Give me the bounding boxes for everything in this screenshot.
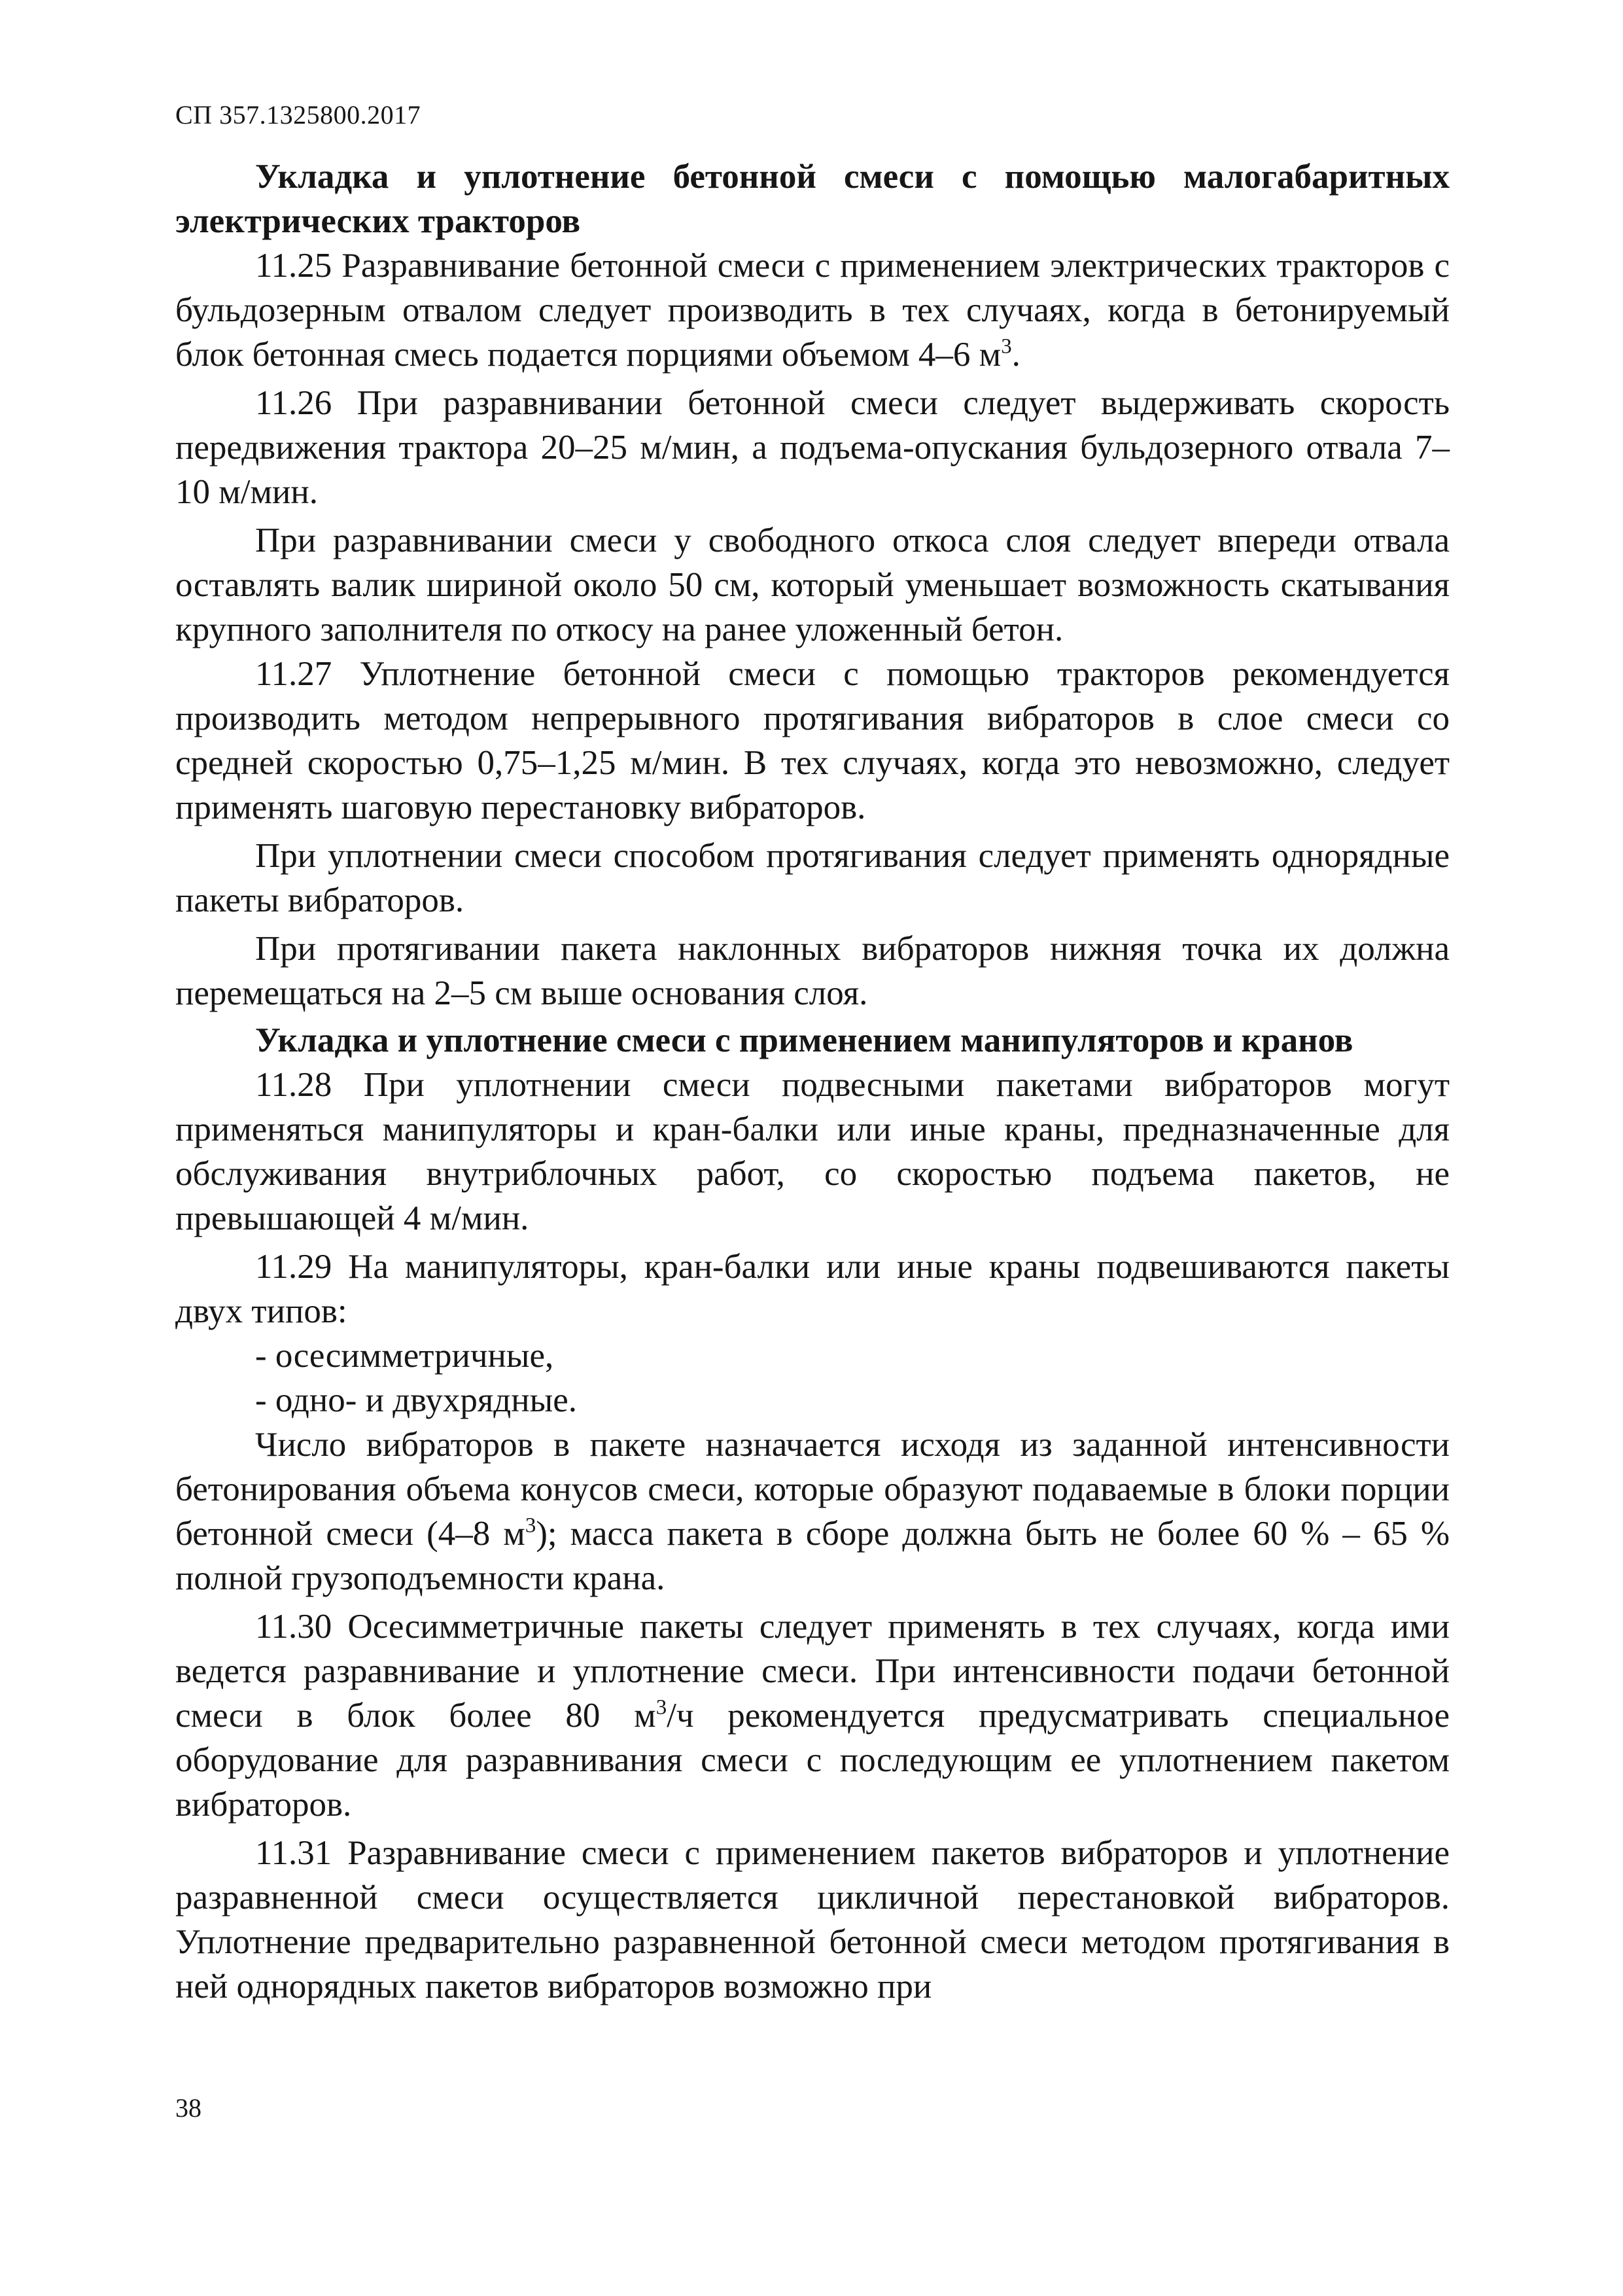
paragraph-11-27-c: При протягивании пакета наклонных вибраторов нижняя точка их должна перемещаться на 2–5 см выше основания слоя. <box>175 930 1450 1012</box>
paragraph-11-28: 11.28 При уплотнении смеси подвесными пакетами вибраторов могут применяться манипуляторы и кран-балки или иные краны, предназначенные для обслуживания внутриблочных работ, со скоростью подъема пакетов, не превышающей 4 м/мин. <box>175 1066 1450 1237</box>
page-number: 38 <box>175 2093 201 2123</box>
paragraph-11-30 <box>175 1604 1450 1827</box>
paragraph-11-30-text: 11.30 Осесимметричные пакеты следует применять в тех случаях, когда ими ведется разравнивание и уплотнение смеси. При интенсивности подачи бетонной смеси в блок более 80 м <box>175 1608 1450 1735</box>
superscript-cubic: 3 <box>1001 334 1012 359</box>
paragraph-11-25-text: 11.25 Разравнивание бетонной смеси с применением электрических тракторов с бульдозерным отвалом следует производить в тех случаях, когда в бетонируемый блок бетонная смесь подается порциями объемом 4–6 м <box>175 247 1450 374</box>
paragraph-11-29-b <box>175 1422 1450 1600</box>
page-content <box>175 152 1450 2009</box>
paragraph-11-26: 11.26 При разравнивании бетонной смеси следует выдерживать скорость передвижения трактора 20–25 м/мин, а подъема-опускания бульдозерного отвала 7–10 м/мин. <box>175 384 1450 511</box>
paragraph-11-29-b-end: ); масса пакета в сборе должна быть не более 60 % – 65 % полной грузоподъемности крана. <box>175 1515 1450 1597</box>
section-heading-manipulators: Укладка и уплотнение смеси с применением манипуляторов и кранов <box>255 1021 1353 1059</box>
section-heading-electric-tractors: Укладка и уплотнение бетонной смеси с помощью малогабаритных электрических тракторов <box>175 158 1450 240</box>
superscript-cubic: 3 <box>655 1695 667 1720</box>
paragraph-11-30-end: /ч рекомендуется предусматривать специальное оборудование для разравнивания смеси с последующим ее уплотнением пакетом вибраторов. <box>175 1697 1450 1824</box>
list-item: - осесимметричные, <box>255 1337 554 1375</box>
paragraph-11-25-end: . <box>1011 336 1021 374</box>
paragraph-11-27: 11.27 Уплотнение бетонной смеси с помощью тракторов рекомендуется производить методом непрерывного протягивания вибраторов в слое смеси со средней скоростью 0,75–1,25 м/мин. В тех случаях, когда это невозможно, следует применять шаговую перестановку вибраторов. <box>175 655 1450 826</box>
paragraph-11-29-b-text: Число вибраторов в пакете назначается исходя из заданной интенсивности бетонирования объема конусов смеси, которые образуют подаваемые в блоки порции бетонной смеси (4–8 м <box>175 1426 1450 1553</box>
paragraph-11-31: 11.31 Разравнивание смеси с применением пакетов вибраторов и уплотнение разравненной смеси осуществляется цикличной перестановкой вибраторов. Уплотнение предварительно разравненной бетонной смеси методом протягивания в ней однорядных пакетов вибраторов возможно при <box>175 1834 1450 2005</box>
paragraph-11-29: 11.29 На манипуляторы, кран-балки или иные краны подвешиваются пакеты двух типов: <box>175 1248 1450 1330</box>
paragraph-11-27-b: При уплотнении смеси способом протягивания следует применять однорядные пакеты вибраторов. <box>175 837 1450 919</box>
document-code: СП 357.1325800.2017 <box>175 100 421 130</box>
paragraph-11-25 <box>175 243 1450 377</box>
list-item: - одно- и двухрядные. <box>255 1381 577 1419</box>
paragraph-11-26-b: При разравнивании смеси у свободного откоса слоя следует впереди отвала оставлять валик шириной около 50 см, который уменьшает возможность скатывания крупного заполнителя по откосу на ранее уложенный бетон. <box>175 521 1450 648</box>
superscript-cubic: 3 <box>525 1513 536 1538</box>
